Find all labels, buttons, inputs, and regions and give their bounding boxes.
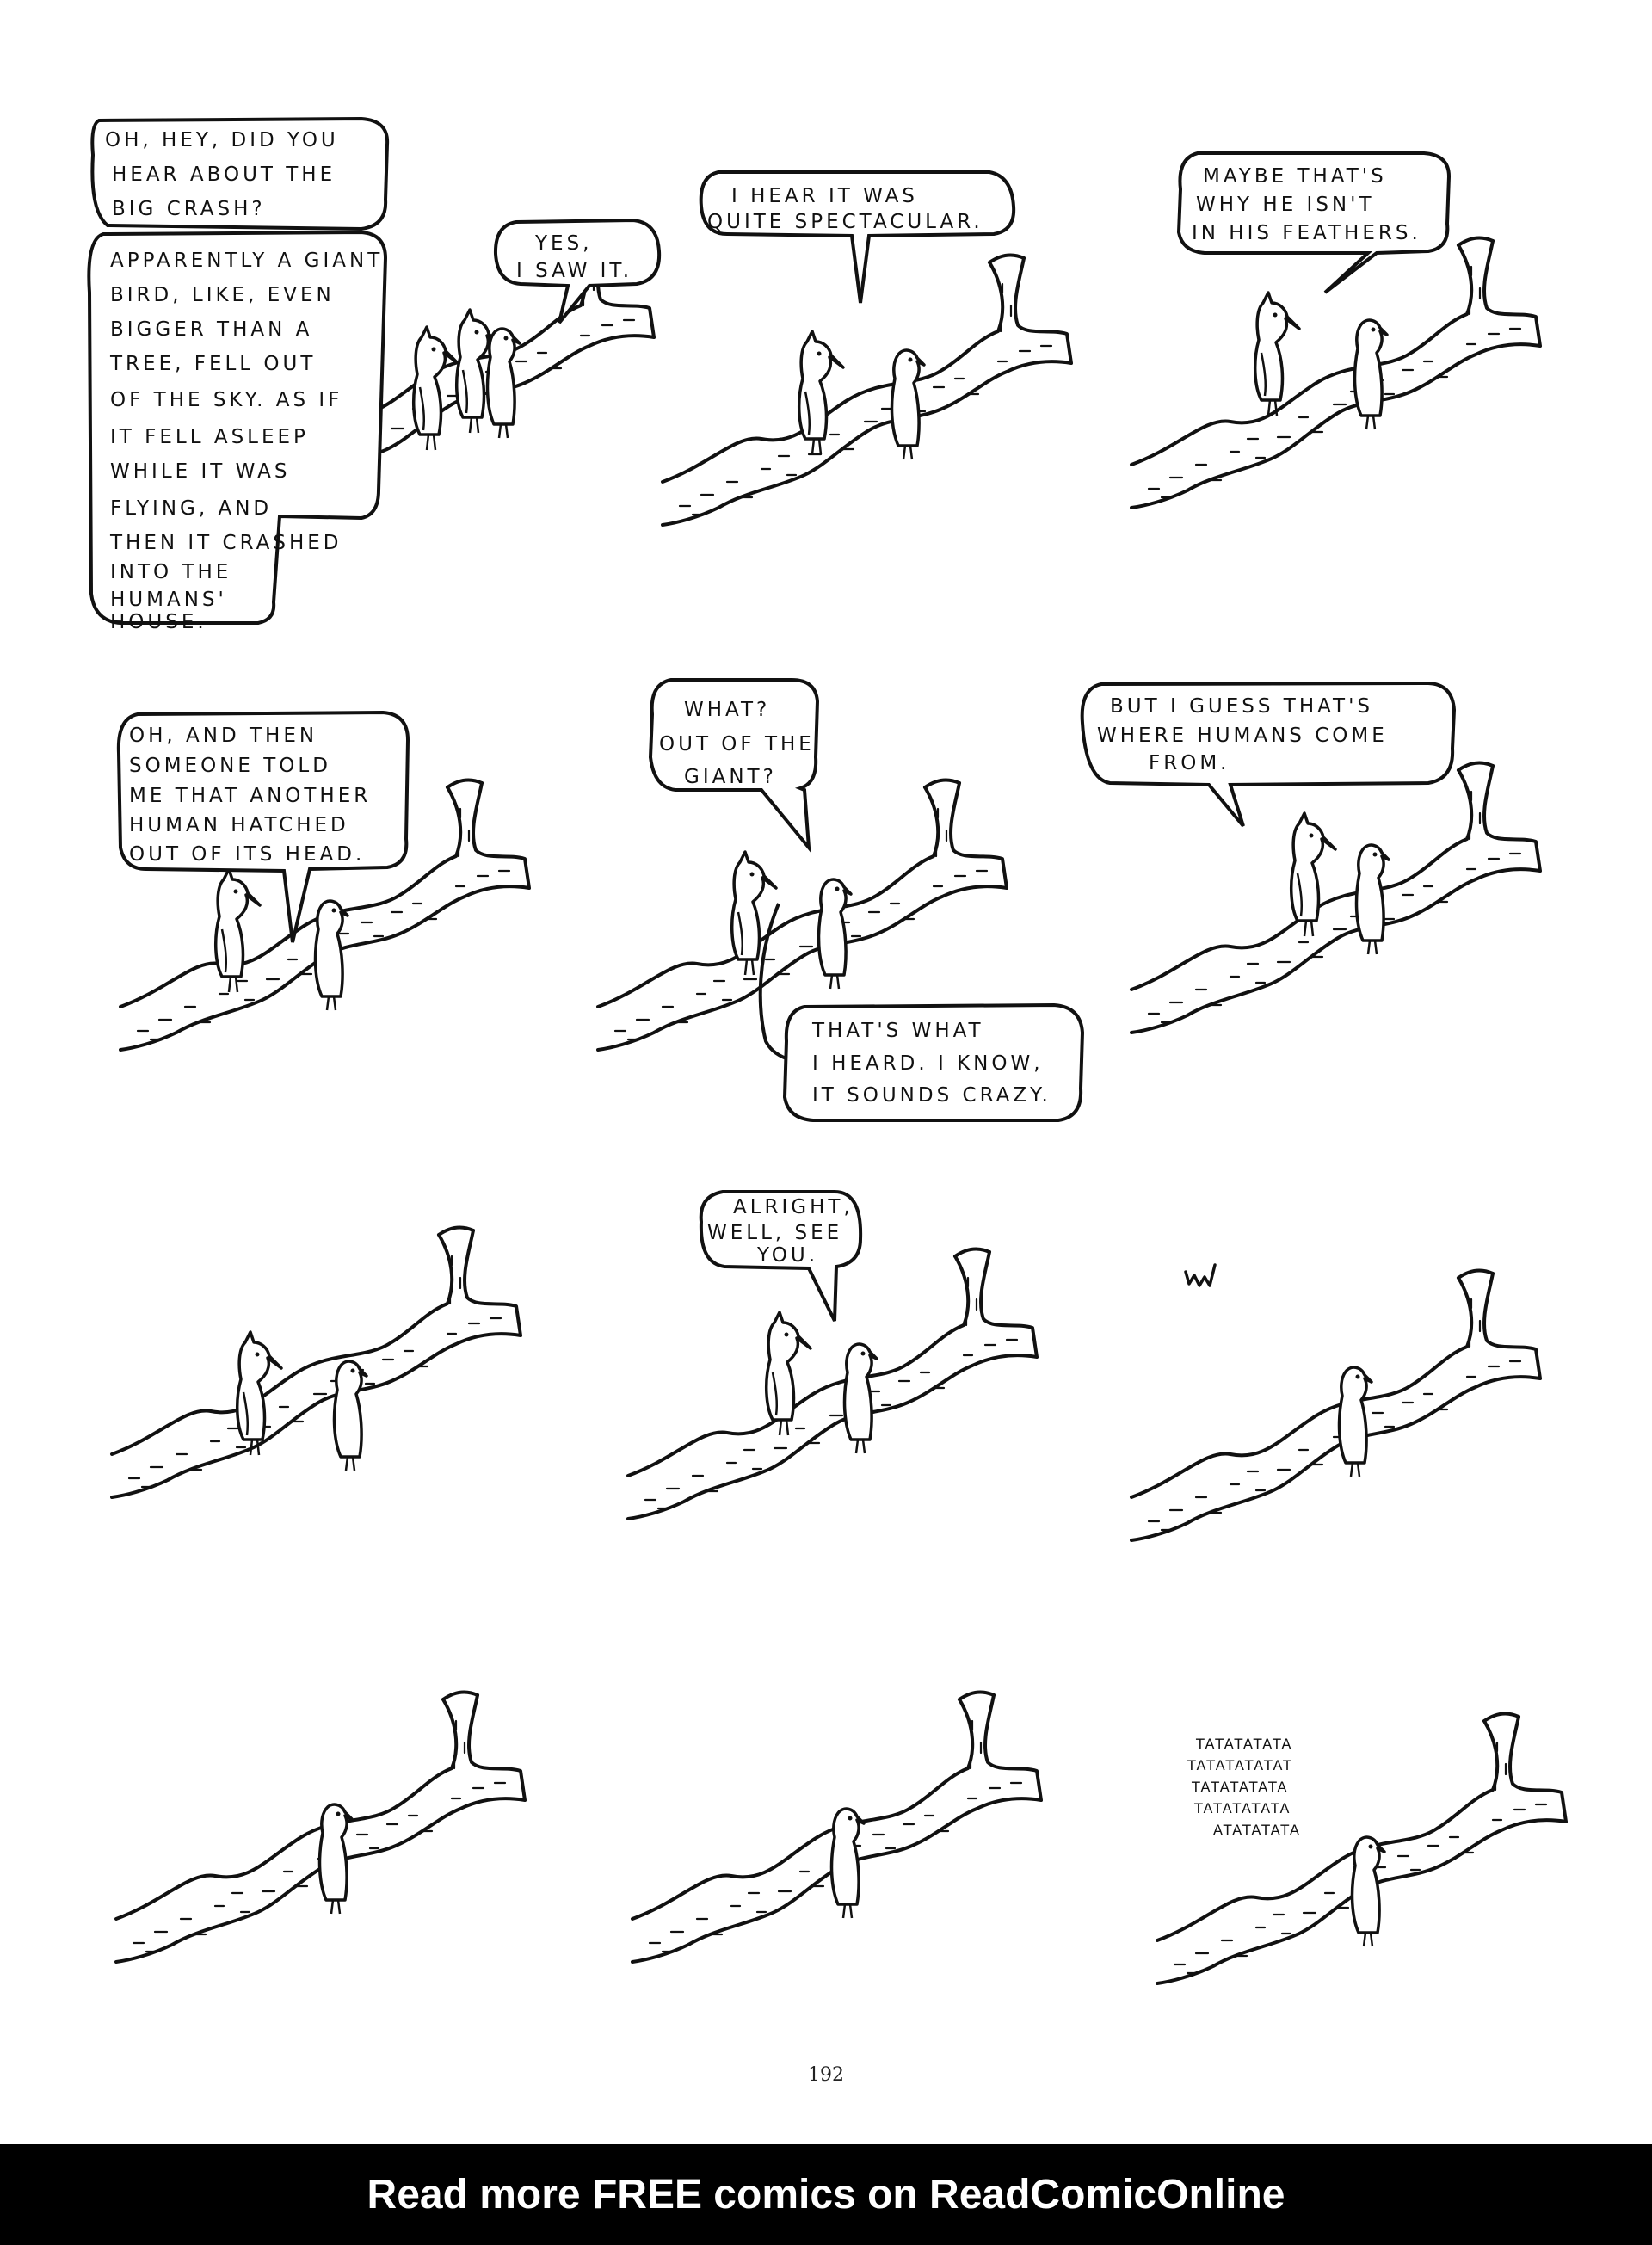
balloon-text-line: OF THE SKY. AS IF: [110, 389, 343, 411]
footer-banner[interactable]: [0, 2144, 1652, 2245]
balloon-text-line: INTO THE: [110, 561, 232, 583]
balloon-text-line: OUT OF ITS HEAD.: [129, 843, 366, 866]
balloon-text-line: OH, AND THEN: [129, 725, 318, 747]
panel-3: [1131, 153, 1540, 508]
speech-balloon: [1179, 153, 1449, 293]
balloon-text-line: WHAT?: [684, 699, 771, 721]
speech-balloon: [92, 119, 387, 229]
balloon-text-line: QUITE SPECTACULAR.: [707, 211, 983, 233]
panel-9: [1131, 1265, 1540, 1540]
panel-12: [1157, 1713, 1566, 1983]
balloon-text-line: THAT'S WHAT: [812, 1020, 984, 1042]
balloon-text-line: HEAR ABOUT THE: [112, 163, 336, 186]
sfx-line: ATATATATA: [1213, 1822, 1301, 1838]
panel-7: [112, 1227, 521, 1497]
balloon-text-line: I HEARD. I KNOW,: [812, 1052, 1044, 1075]
speech-balloon: [785, 1005, 1082, 1120]
plain-bird: [1340, 1367, 1372, 1477]
balloon-text-line: IT SOUNDS CRAZY.: [812, 1084, 1051, 1107]
balloon-text-line: FLYING, AND: [110, 497, 273, 520]
balloon-text-line: APPARENTLY A GIANT: [110, 250, 384, 272]
plain-bird: [1357, 845, 1389, 954]
panel-2: [663, 172, 1071, 525]
sound-effect: [1187, 1736, 1301, 1838]
balloon-text-line: TREE, FELL OUT: [110, 353, 317, 375]
page-number: 192: [808, 2064, 844, 2086]
feet-leaving-mark: [1186, 1265, 1215, 1286]
balloon-text-line: GIANT?: [684, 766, 777, 788]
balloon-text-line: OUT OF THE: [659, 733, 815, 756]
balloon-text-line: BIRD, LIKE, EVEN: [110, 284, 335, 306]
panel-10: [116, 1692, 525, 1962]
panel-5: [598, 680, 1082, 1120]
plain-bird: [819, 879, 851, 989]
balloon-text-line: HOUSE.: [110, 611, 207, 633]
balloon-text-line: I HEAR IT WAS: [731, 185, 918, 207]
balloon-text-line: WELL, SEE: [707, 1222, 843, 1244]
panel-11: [632, 1692, 1041, 1962]
balloon-text-line: YES,: [535, 232, 593, 255]
balloon-text-line: I SAW IT.: [516, 260, 633, 282]
plain-bird: [335, 1361, 367, 1471]
balloon-text-line: WHY HE ISN'T: [1196, 194, 1375, 216]
plain-bird: [320, 1804, 352, 1914]
balloon-text-line: HUMAN HATCHED: [129, 814, 349, 836]
balloon-text-line: IN HIS FEATHERS.: [1192, 222, 1421, 244]
balloon-text-line: WHERE HUMANS COME: [1097, 725, 1388, 747]
plain-bird: [1355, 320, 1387, 429]
panel-1: [89, 119, 659, 633]
speech-balloon: [1082, 683, 1454, 826]
balloon-text-line: BIG CRASH?: [112, 198, 266, 220]
balloon-text-line: SOMEONE TOLD: [129, 755, 331, 777]
speech-balloon: [650, 680, 817, 848]
sfx-line: TATATATATAT: [1187, 1757, 1293, 1773]
balloon-text-line: IT FELL ASLEEP: [110, 426, 309, 448]
balloon-text-line: HUMANS': [110, 589, 227, 611]
sfx-line: TATATATATA: [1194, 1800, 1291, 1816]
balloon-text-line: MAYBE THAT'S: [1203, 165, 1387, 188]
panel-4: [119, 712, 529, 1050]
plain-bird: [832, 1809, 864, 1918]
plain-bird: [892, 350, 924, 459]
balloon-text-line: BUT I GUESS THAT'S: [1110, 695, 1374, 718]
balloon-text-line: WHILE IT WAS: [110, 460, 291, 483]
balloon-text-line: OH, HEY, DID YOU: [105, 129, 339, 151]
panel-6: [1082, 683, 1540, 1033]
balloon-text-line: YOU.: [757, 1244, 819, 1267]
balloon-text-line: ME THAT ANOTHER: [129, 785, 372, 807]
balloon-text-line: BIGGER THAN A: [110, 318, 313, 341]
plain-bird: [845, 1344, 877, 1453]
speech-balloon: [701, 1192, 860, 1321]
footer-link-text[interactable]: Read more FREE comics on ReadComicOnline: [367, 2172, 1285, 2217]
woodpecker-bird: [1255, 293, 1299, 416]
balloon-text-line: THEN IT CRASHED: [110, 532, 342, 554]
plain-bird: [1353, 1837, 1384, 1946]
balloon-text-line: FROM.: [1149, 752, 1230, 774]
sfx-line: TATATATATA: [1196, 1736, 1293, 1752]
balloon-text-line: ALRIGHT,: [733, 1196, 854, 1218]
plain-bird: [316, 901, 348, 1010]
sfx-line: TATATATATA: [1192, 1779, 1289, 1795]
plain-bird: [488, 329, 520, 438]
speech-balloon: [89, 232, 385, 633]
panel-8: [628, 1192, 1037, 1519]
